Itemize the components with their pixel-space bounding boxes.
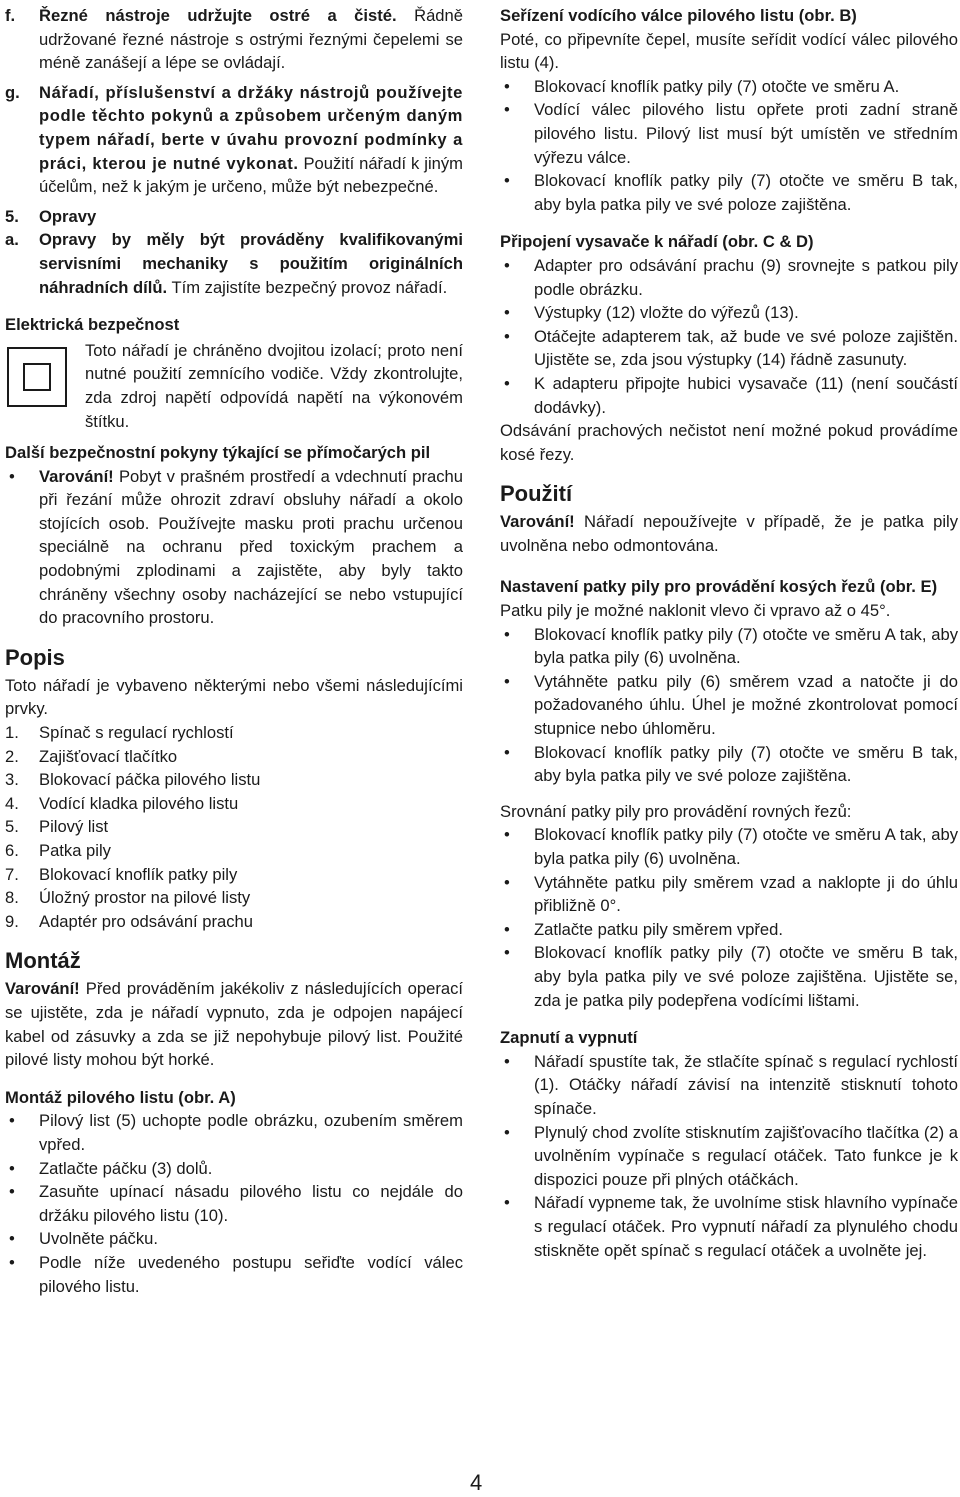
list-item (5, 792, 463, 816)
bullet: • (504, 872, 510, 892)
bullet: • (504, 171, 510, 191)
bullet: • (504, 919, 510, 939)
double-insulation-icon (5, 339, 85, 433)
list-item (5, 910, 463, 934)
zapnuti-heading: Zapnutí a vypnutí (500, 1028, 638, 1048)
list-item-text: Pilový list (39, 817, 109, 837)
list-item (5, 886, 463, 910)
list-item-text: Patka pily (39, 841, 111, 860)
vysavac-list (500, 254, 958, 419)
list-item (5, 745, 463, 769)
bullet: • (504, 326, 510, 346)
list-item-text: Blokovací knoflík patky pily (7) otočte ve směru A. (534, 76, 900, 96)
list-item-text: Úložný prostor na pilové listy (39, 888, 251, 908)
item-bold-text: Řezné nástroje udržujte ostré a čisté. (39, 6, 397, 25)
list-item (5, 1180, 463, 1227)
right-column (500, 4, 958, 1262)
kose-heading: Nastavení patky pily pro provádění kosých řezů (obr. E) (500, 577, 938, 597)
list-item (500, 325, 958, 372)
list-item (500, 941, 958, 1012)
list-item-text: Vytáhněte patku pily směrem vzad a naklopte ji do úhlu přibližně 0°. (534, 872, 958, 916)
list-item-text: Blokovací knoflík patky pily (7) otočte ve směru A tak, aby byla patka pily (6) uvolněna. (534, 825, 958, 868)
serizeni-list (500, 75, 958, 217)
list-item (500, 670, 958, 741)
list-number: 4. (5, 793, 19, 813)
left-column (5, 4, 463, 1298)
bullet: • (9, 1182, 15, 1202)
list-item (5, 768, 463, 792)
list-item (5, 1251, 463, 1298)
bullet: • (504, 1122, 510, 1142)
page-number: 4 (470, 1470, 483, 1495)
list-item (500, 1191, 958, 1262)
rovne-intro: Srovnání patky pily pro provádění rovných řezů: (500, 801, 852, 821)
bullet: • (504, 303, 510, 323)
electric-safety-heading: Elektrická bezpečnost (5, 315, 180, 335)
montaz-warning (5, 977, 463, 1071)
item-bold-text: Opravy by měly být prováděny kvalifikovanými servisními mechaniky s použitím originálních náhradních dílů. (39, 230, 463, 297)
popis-intro: Toto nářadí je vybaveno některými nebo všemi následujícími prvky. (5, 675, 463, 719)
bullet: • (504, 1051, 510, 1071)
vysavac-note: Odsávání prachových nečistot není možné pokud provádíme kosé řezy. (500, 421, 958, 464)
list-item-text: Adaptér pro odsávání prachu (39, 911, 254, 931)
list-item-text: Nářadí spustíte tak, že stlačíte spínač s regulací rychlostí (1). Otáčky nářadí závisí na intenzitě stisknutí tohoto spínače. (534, 1051, 958, 1118)
warning-text: Pobyt v prašném prostředí a vdechnutí prachu při řezání může ohrozit zdraví obsluhy nářadí a okolo stojících osob. Používejte masku proti prachu určenou speciálně na ochranu před toxickým prachem a podobnými zplodinami a zajistěte, aby byly takto chráněny všechny osoby nacházející se nebo vstupující do pracovního prostoru. (39, 466, 463, 628)
further-safety-heading: Další bezpečnostní pokyny týkající se přímočarých pil (5, 443, 431, 463)
list-item-text: Zatlačte patku pily směrem vpřed. (534, 919, 784, 939)
section-5-heading (5, 205, 463, 229)
montaz-listu-heading: Montáž pilového listu (obr. A) (5, 1087, 236, 1107)
list-item-text: K adapteru připojte hubici vysavače (11) (není součástí dodávky). (534, 373, 958, 417)
list-item-text: Vodící kladka pilového listu (39, 793, 239, 813)
list-item-text: Blokovací knoflík patky pily (7) otočte ve směru B tak, aby byla patka pily ve své poloze zajištěna. (534, 171, 958, 214)
list-item-text: Podle níže uvedeného postupu seřiďte vodící válec pilového listu. (39, 1252, 463, 1296)
warning-label: Varování! (5, 979, 80, 999)
list-item (5, 465, 463, 630)
item-text: Tím zajistíte bezpečný provoz nářadí. (167, 277, 448, 297)
warning-label: Varování! (500, 512, 575, 532)
section-number: 5. (5, 206, 19, 226)
bullet: • (9, 1111, 15, 1131)
item-a (5, 228, 463, 299)
list-item (500, 871, 958, 918)
bullet: • (9, 1158, 15, 1178)
list-item (5, 721, 463, 745)
warning-text: Nářadí nepoužívejte v případě, že je patka pily uvolněna nebo odmontována. (500, 512, 958, 555)
section-title: Opravy (39, 206, 97, 226)
bullet: • (9, 1252, 15, 1272)
item-g (5, 81, 463, 199)
list-item-text: Nářadí vypneme tak, že uvolníme stisk hlavního vypínače s regulací otáček. Pro vypnutí nářadí za plynulého chodu stiskněte opět spínač s regulací otáček a uvolněte jej. (534, 1193, 958, 1260)
list-item (500, 75, 958, 99)
list-item (500, 918, 958, 942)
list-number: 7. (5, 864, 19, 884)
list-number: 6. (5, 841, 19, 860)
pouziti-heading: Použití (500, 481, 573, 507)
list-item-text: Spínač s regulací rychlostí (39, 723, 234, 743)
bullet: • (504, 742, 510, 762)
vysavac-heading: Připojení vysavače k nářadí (obr. C & D) (500, 232, 814, 252)
electric-safety-text: Toto nářadí je chráněno dvojitou izolací; proto není nutné použití zemnícího vodiče. Vždy zkontrolujte, zda zdroj napětí odpovídá napětí na výkonovém štítku. (85, 340, 463, 431)
bullet: • (9, 466, 15, 486)
item-label: g. (5, 82, 20, 102)
serizeni-heading: Seřízení vodícího válce pilového listu (obr. B) (500, 6, 857, 25)
list-item (500, 623, 958, 670)
montaz-heading: Montáž (5, 948, 81, 974)
list-item-text: Blokovací knoflík patky pily (7) otočte ve směru B tak, aby byla patka pily ve své poloze zajištěna. Ujistěte se, zda je patka pily podepřena vodícími lištami. (534, 943, 958, 1010)
list-item (5, 863, 463, 887)
list-item-text: Adapter pro odsávání prachu (9) srovnejte s patkou pily podle obrázku. (534, 255, 958, 299)
popis-heading: Popis (5, 644, 65, 670)
list-item-text: Otáčejte adapterem tak, až bude ve své poloze zajištěn. Ujistěte se, zda jsou výstupky (14) řádně zasunuty. (534, 326, 958, 370)
list-item (5, 1227, 463, 1251)
popis-list (5, 721, 463, 933)
list-item (5, 815, 463, 839)
list-item-text: Zatlačte páčku (3) dolů. (39, 1158, 213, 1178)
list-item-text: Zajišťovací tlačítko (39, 746, 178, 766)
list-item-text: Vodící válec pilového listu opřete proti zadní straně pilového listu. Pilový list musí být umístěn ve středním výřezu válce. (534, 100, 958, 167)
kose-intro: Patku pily je možné naklonit vlevo či vpravo až o 45°. (500, 601, 891, 621)
list-number: 9. (5, 911, 19, 931)
bullet: • (504, 255, 510, 275)
list-item (500, 372, 958, 419)
serizeni-intro: Poté, co připevníte čepel, musíte seřídit vodící válec pilového listu (4). (500, 29, 958, 73)
list-item (500, 98, 958, 169)
list-item-text: Plynulý chod zvolíte stisknutím zajišťovacího tlačítka (2) a uvolněním vypínače s regulací otáček. Tato funkce je k dispozici pouze při plných otáčkách. (534, 1122, 959, 1189)
list-item-text: Blokovací knoflík patky pily (7) otočte ve směru A tak, aby byla patka pily (6) uvolněna. (534, 624, 958, 668)
montaz-listu-list (5, 1109, 463, 1298)
bullet: • (504, 671, 510, 691)
zapnuti-list (500, 1050, 958, 1262)
list-item (5, 1157, 463, 1181)
bullet: • (504, 76, 510, 96)
list-item (500, 254, 958, 301)
list-number: 5. (5, 817, 19, 837)
list-item (500, 823, 958, 870)
item-label: a. (5, 230, 19, 250)
list-item (500, 1121, 958, 1192)
list-number: 8. (5, 888, 19, 908)
bullet: • (504, 825, 510, 845)
bullet: • (9, 1229, 15, 1249)
list-item (500, 741, 958, 788)
bullet: • (504, 943, 510, 963)
list-item-text: Blokovací knoflík patky pily (7) otočte ve směru B tak, aby byla patka pily ve své poloze zajištěna. (534, 742, 958, 786)
list-item (5, 1109, 463, 1156)
list-item (500, 301, 958, 325)
list-item (500, 169, 958, 216)
rovne-list (500, 823, 958, 1012)
item-text: Řádně udržované řezné nástroje s ostrými řeznými čepelemi se méně zanášejí a lépe se ovládají. (39, 6, 463, 73)
list-number: 2. (5, 746, 19, 766)
list-item-text: Vytáhněte patku pily (6) směrem vzad a natočte ji do požadovaného úhlu. Úhel je možné zkontrolovat pomocí stupnice nebo úhloměru. (534, 671, 958, 739)
bullet: • (504, 373, 510, 393)
bullet: • (504, 1193, 510, 1213)
list-item-text: Zasuňte upínací násadu pilového listu co nejdále do držáku pilového listu (10). (39, 1182, 463, 1225)
list-item-text: Blokovací páčka pilového listu (39, 770, 261, 790)
warning-text: Před prováděním jakékoliv z následujících operací se ujistěte, zda je nářadí vypnuto, zda je odpojen napájecí kabel od zásuvky a zda se již nepohybuje pilový list. Použité pilové listy mohou být horké. (5, 979, 463, 1070)
list-number: 3. (5, 770, 19, 790)
list-item-text: Uvolněte páčku. (39, 1229, 158, 1249)
electric-safety-block (5, 339, 463, 433)
list-item (5, 839, 463, 863)
list-number: 1. (5, 723, 19, 743)
item-text: Použití nářadí k jiným účelům, než k jakým je určeno, může být nebezpečné. (39, 153, 463, 197)
list-item-text: Výstupky (12) vložte do výřezů (13). (534, 303, 799, 323)
bullet: • (504, 100, 510, 120)
pouziti-warning (500, 510, 958, 557)
list-item-text: Blokovací knoflík patky pily (39, 864, 238, 884)
bullet: • (504, 624, 510, 644)
warning-label: Varování! (39, 466, 114, 486)
item-bold-text: Nářadí, příslušenství a držáky nástrojů používejte podle těchto pokynů a způsobem určeným daným typem nářadí, berte v úvahu provozní podmínky a práci, kterou je nutné vykonat. (39, 82, 463, 173)
item-label: f. (5, 6, 16, 25)
list-item (500, 1050, 958, 1121)
kose-list (500, 623, 958, 788)
item-f (5, 4, 463, 75)
list-item-text: Pilový list (5) uchopte podle obrázku, ozubením směrem vpřed. (39, 1111, 463, 1154)
